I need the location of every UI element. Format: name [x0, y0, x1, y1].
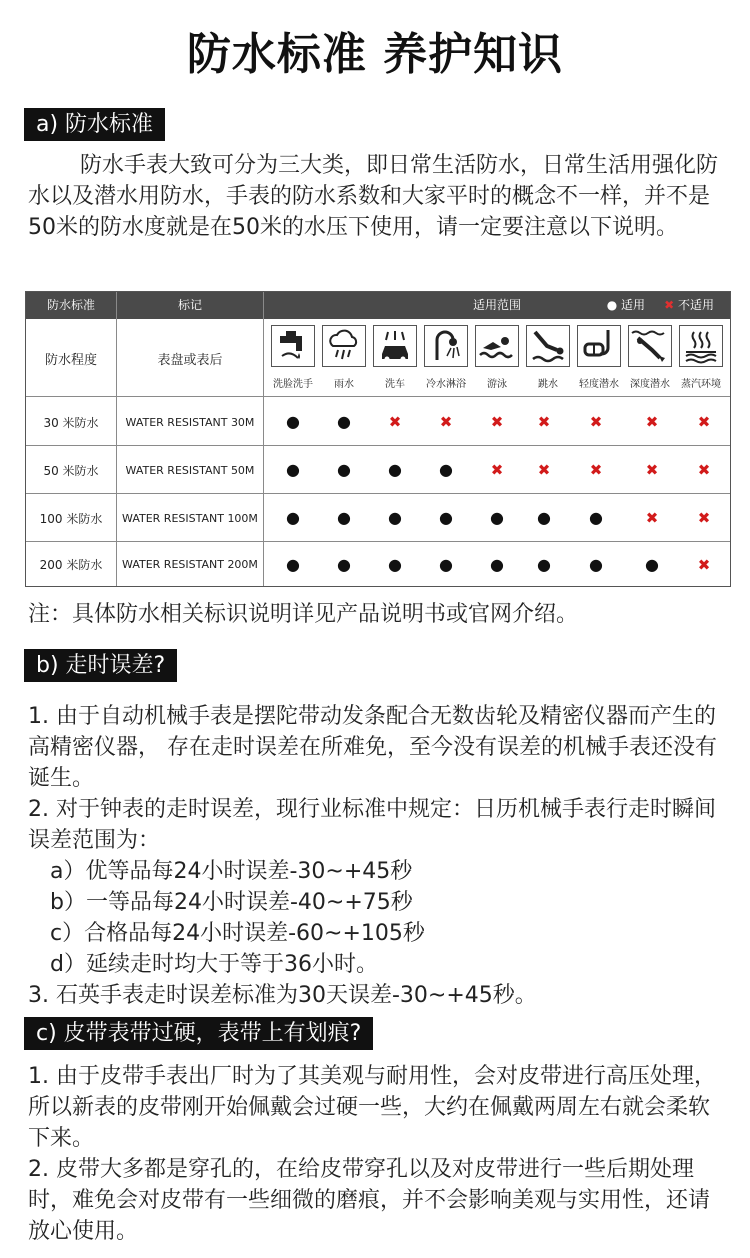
row-mark: WATER RESISTANT 30M	[125, 416, 255, 429]
not-applicable-cross: ✖	[490, 413, 504, 431]
applicable-dot: ●	[490, 508, 504, 527]
applicable-dot: ●	[589, 555, 603, 574]
not-applicable-cross: ✖	[537, 413, 551, 431]
section-c-p2: 2. 皮带大多都是穿孔的，在给皮带穿孔以及对皮带进行一些后期处理时，难免会对皮带有一些细微的磨痕，并不会影响美观与实用性，还请放心使用。	[28, 1157, 711, 1244]
section-b-p2: 2. 对于钟表的走时误差，现行业标准中规定：日历机械手表行走时瞬间误差范围为：	[28, 797, 716, 853]
dive-jump-icon	[526, 325, 570, 367]
applicable-dot: ●	[439, 508, 453, 527]
header-standard: 防水标准	[46, 298, 95, 312]
not-applicable-cross: ✖	[645, 461, 659, 479]
row-level: 100 米防水	[39, 512, 103, 526]
rain-icon	[322, 325, 366, 367]
applicable-dot: ●	[286, 555, 300, 574]
not-applicable-cross: ✖	[645, 509, 659, 527]
not-applicable-cross: ✖	[439, 413, 453, 431]
row-level: 200 米防水	[39, 558, 103, 572]
applicable-dot: ●	[337, 460, 351, 479]
header-scope	[264, 292, 730, 319]
applicable-dot: ●	[537, 508, 551, 527]
not-applicable-cross: ✖	[589, 413, 603, 431]
section-b-item: c）合格品每24小时误差-60~+105秒	[50, 921, 425, 946]
icon-label: 轻度潜水	[579, 379, 619, 390]
page-title: 防水标准 养护知识	[186, 29, 564, 80]
not-applicable-cross: ✖	[589, 461, 603, 479]
section-b-item: d）延续走时均大于等于36小时。	[50, 952, 378, 977]
applicable-dot: ●	[388, 508, 402, 527]
section-b-item: b）一等品每24小时误差-40~+75秒	[50, 890, 413, 915]
not-applicable-cross: ✖	[697, 509, 711, 527]
not-applicable-cross: ✖	[645, 413, 659, 431]
applicable-dot: ●	[537, 555, 551, 574]
legend-no-label: 不适用	[677, 298, 714, 312]
section-a-intro	[28, 150, 728, 243]
row-mark: WATER RESISTANT 50M	[125, 464, 255, 477]
section-c-body	[28, 1061, 728, 1247]
icon-label: 雨水	[334, 379, 354, 390]
icon-label: 跳水	[538, 379, 558, 390]
snorkel-icon	[577, 325, 621, 367]
legend-ok-symbol: ●	[606, 298, 618, 312]
note-text: 注：具体防水相关标识说明详见产品说明书或官网介绍。	[28, 602, 579, 627]
section-b-body	[28, 701, 728, 1011]
applicable-dot: ●	[286, 412, 300, 431]
icon-label: 深度潜水	[630, 379, 670, 390]
applicable-dot: ●	[589, 508, 603, 527]
applicable-dot: ●	[490, 555, 504, 574]
faucet-icon	[271, 325, 315, 367]
not-applicable-cross: ✖	[697, 461, 711, 479]
icon-label: 游泳	[487, 379, 507, 390]
row-label-level: 防水程度	[44, 353, 97, 368]
applicable-dot: ●	[337, 508, 351, 527]
applicable-dot: ●	[337, 412, 351, 431]
section-b-p3: 3. 石英手表走时误差标准为30天误差-30~+45秒。	[28, 983, 537, 1008]
steam-icon	[679, 325, 723, 367]
legend	[607, 292, 714, 319]
not-applicable-cross: ✖	[490, 461, 504, 479]
section-b-label: b) 走时误差?	[24, 649, 177, 682]
section-c-p1: 1. 由于皮带手表出厂时为了其美观与耐用性，会对皮带进行高压处理，所以新表的皮带刚开始佩戴会过硬一些，大约在佩戴两周左右就会柔软下来。	[28, 1064, 716, 1151]
icon-label: 蒸汽环境	[681, 379, 721, 390]
applicable-dot: ●	[337, 555, 351, 574]
legend-no-symbol: ✖	[664, 298, 675, 312]
applicable-dot: ●	[645, 555, 659, 574]
car-wash-icon	[373, 325, 417, 367]
grid-line	[26, 445, 730, 446]
waterproof-table	[25, 291, 731, 587]
grid-line	[26, 396, 730, 397]
not-applicable-cross: ✖	[537, 461, 551, 479]
legend-ok-label: 适用	[621, 298, 646, 312]
section-a-note	[28, 599, 728, 630]
applicable-dot: ●	[388, 460, 402, 479]
applicable-dot: ●	[439, 460, 453, 479]
row-level: 30 米防水	[43, 416, 99, 430]
icon-label: 冷水淋浴	[426, 379, 466, 390]
not-applicable-cross: ✖	[697, 413, 711, 431]
grid-line	[26, 541, 730, 542]
applicable-dot: ●	[388, 555, 402, 574]
section-a-label: a) 防水标准	[24, 108, 165, 141]
applicable-dot: ●	[286, 508, 300, 527]
icon-label: 洗车	[385, 379, 405, 390]
section-b-p1: 1. 由于自动机械手表是摆陀带动发条配合无数齿轮及精密仪器而产生的高精密仪器， 存在走时误差在所难免，至今没有误差的机械手表还没有诞生。	[28, 704, 717, 791]
applicable-dot: ●	[439, 555, 453, 574]
header-scope-label: 适用范围	[472, 298, 521, 312]
row-label-mark: 表盘或表后	[157, 353, 223, 368]
swim-icon	[475, 325, 519, 367]
intro-paragraph: 防水手表大致可分为三大类，即日常生活防水，日常生活用强化防水以及潜水用防水，手表的防水系数和大家平时的概念不一样，并不是50米的防水度就是在50米的水压下使用，请一定要注意以下说明。	[28, 153, 719, 240]
not-applicable-cross: ✖	[697, 556, 711, 574]
not-applicable-cross: ✖	[388, 413, 402, 431]
header-mark: 标记	[177, 298, 202, 312]
row-mark: WATER RESISTANT 100M	[122, 512, 258, 525]
row-mark: WATER RESISTANT 200M	[122, 558, 258, 571]
shower-icon	[424, 325, 468, 367]
grid-line	[26, 493, 730, 494]
icon-label: 洗脸洗手	[273, 379, 313, 390]
applicable-dot: ●	[286, 460, 300, 479]
table-header	[26, 292, 730, 319]
row-level: 50 米防水	[43, 464, 99, 478]
section-b-item: a）优等品每24小时误差-30~+45秒	[50, 859, 413, 884]
section-c-label: c) 皮带表带过硬，表带上有划痕?	[24, 1017, 373, 1050]
deep-dive-icon	[628, 325, 672, 367]
